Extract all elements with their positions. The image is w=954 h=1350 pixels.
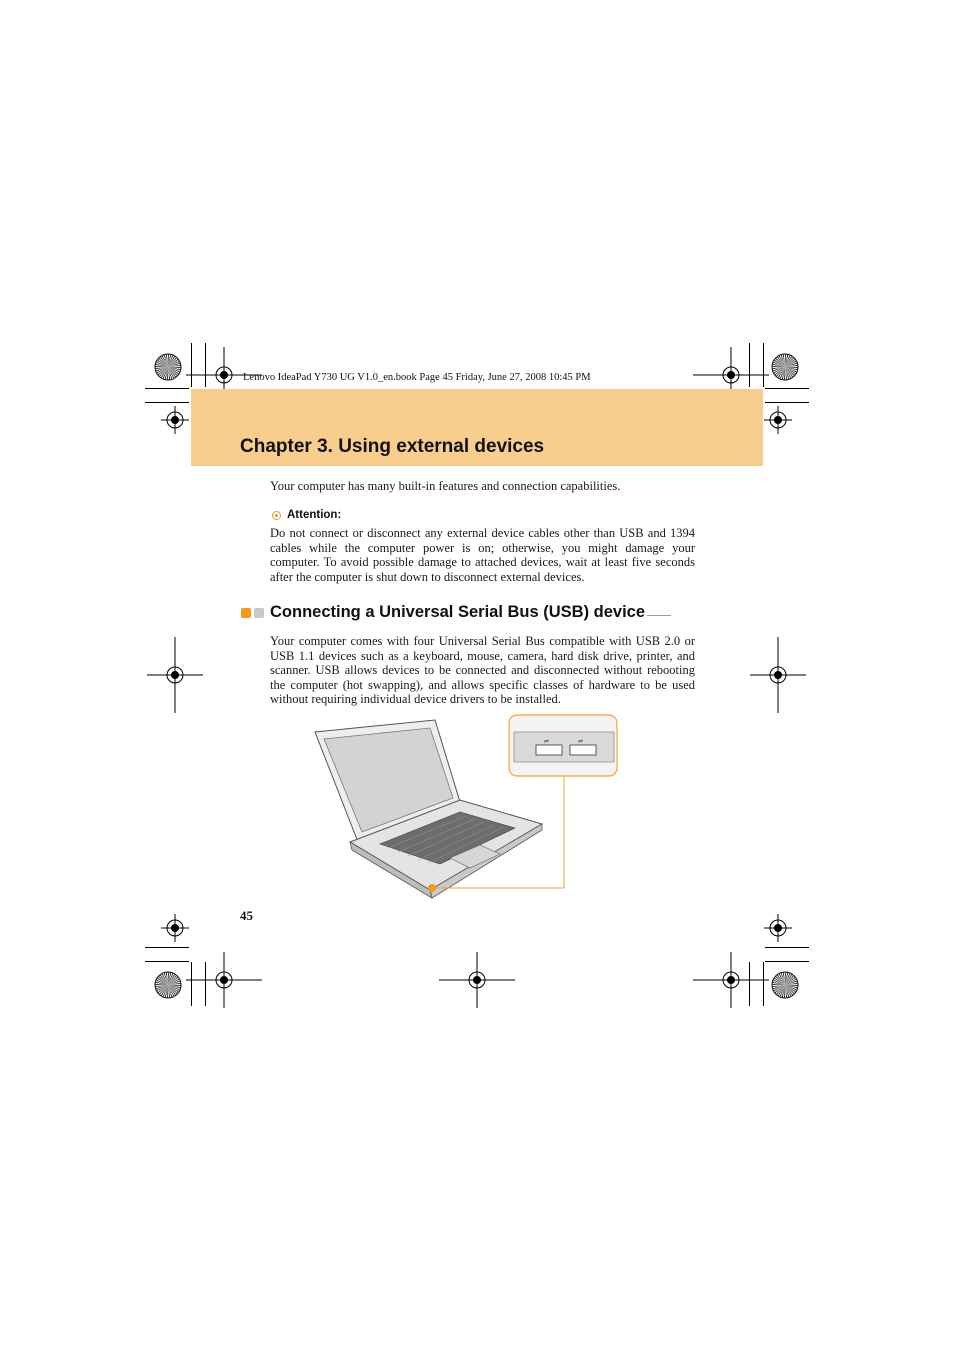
laptop-usb-illustration [310, 712, 630, 902]
svg-text:⇌: ⇌ [544, 738, 550, 745]
attention-heading [272, 509, 341, 521]
usb-port-right-icon [570, 745, 596, 755]
section-bullet-orange-icon [241, 608, 251, 618]
section-rule [647, 615, 671, 616]
usb-paragraph: Your computer comes with four Universal Serial Bus compatible with USB 2.0 or USB 1.1 devices such as a keyboard, mouse, camera, hard disk drive, printer, and scanner. USB allows devices to be connected and disconnected without rebooting the computer (hot swapping), and allows specific classes of hardware to be used without requiring individual device drivers to be installed. [270, 634, 695, 707]
section-heading [241, 603, 671, 622]
attention-label: Attention: [287, 509, 342, 521]
intro-paragraph: Your computer has many built-in features and connection capabilities. [270, 479, 621, 493]
section-title: Connecting a Universal Serial Bus (USB) device [270, 603, 646, 621]
attention-paragraph: Do not connect or disconnect any external device cables other than USB and 1394 cables while the computer power is on; otherwise, you might damage your computer. To avoid possible damage to attached devices, wait at least five seconds after the computer is shut down to disconnect external devices. [270, 526, 695, 584]
chapter-title: Chapter 3. Using external devices [240, 436, 545, 457]
usb-port-left-icon [536, 745, 562, 755]
page-number: 45 [240, 908, 253, 923]
attention-icon [272, 511, 281, 520]
section-bullet-gray-icon [254, 608, 264, 618]
book-info-slug: Lenovo IdeaPad Y730 UG V1.0_en.book Page 45 Friday, June 27, 2008 10:45 PM [243, 372, 591, 383]
svg-text:⇌: ⇌ [578, 738, 584, 745]
